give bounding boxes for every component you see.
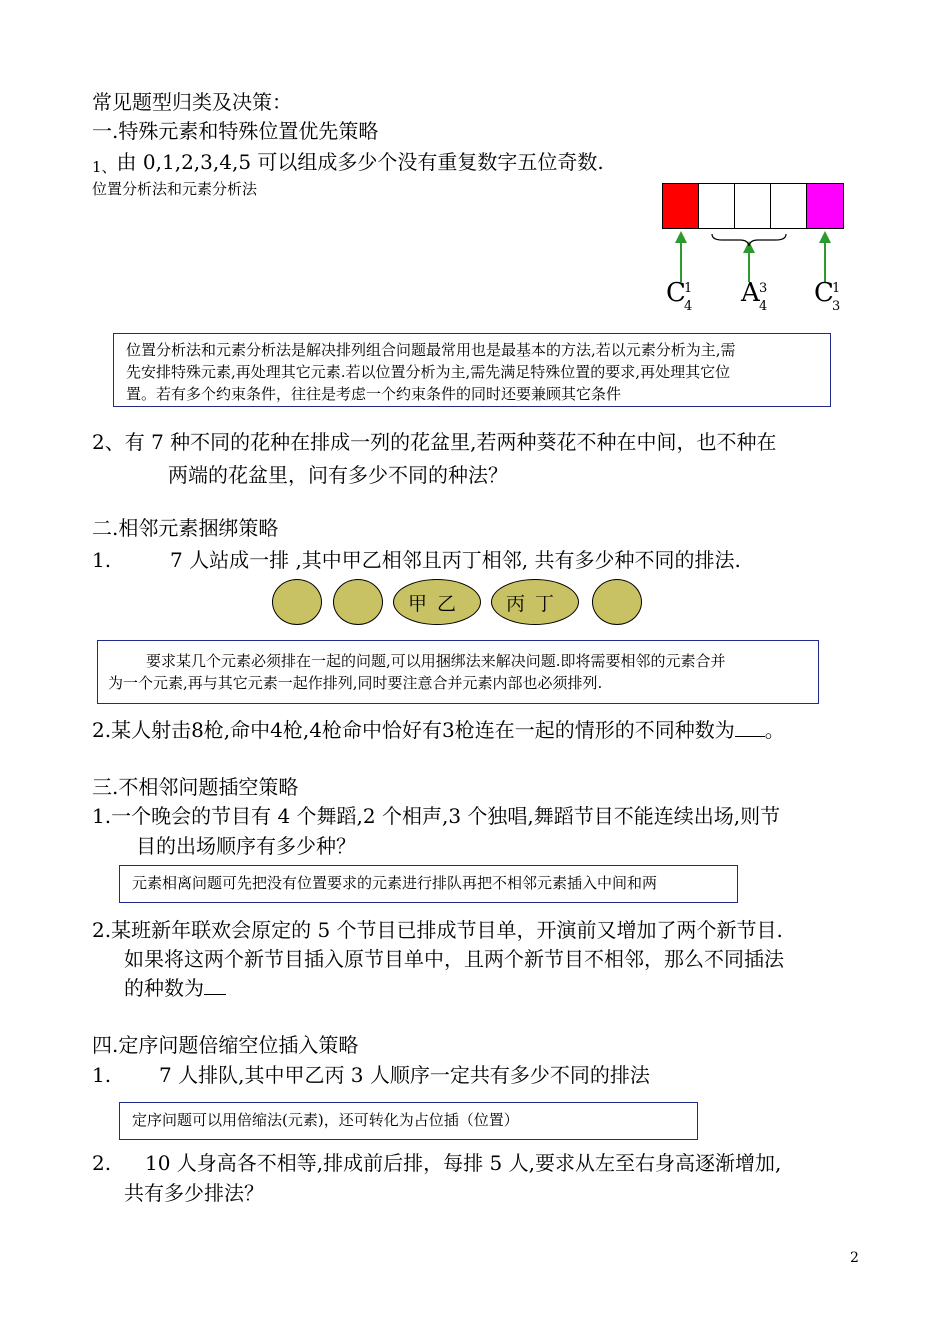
s4-q2-line-1: 10 人身高各不相等,排成前后排，每排 5 人,要求从左至右身高逐渐增加,	[145, 1151, 782, 1175]
s4-q2-line-2: 共有多少排法？	[124, 1181, 264, 1205]
s1-box-line-2: 先安排特殊元素,再处理其它元素.若以位置分析为主,需先满足特殊位置的要求,再处理其它位	[126, 363, 731, 381]
s1-question-1	[92, 148, 604, 181]
a-mid-sup: 3	[759, 281, 768, 296]
c-left-letter: C	[666, 278, 686, 308]
s4-tip-box	[119, 1102, 698, 1140]
s2-box-line-1: 要求某几个元素必须排在一起的问题,可以用捆绑法来解决问题.即将需要相邻的元素合并	[146, 652, 726, 670]
c-right-sup: 1	[832, 281, 841, 296]
s1-q2-line-1: 2、有 7 种不同的花种在排成一列的花盆里,若两种葵花不种在中间，也不种在	[92, 430, 777, 454]
arrow-middle-icon	[743, 241, 755, 282]
s1-box-line-1: 位置分析法和元素分析法是解决排列组合问题最常用也是最基本的方法,若以元素分析为主,需	[126, 341, 736, 359]
cell-4	[770, 183, 808, 229]
s1-q1-note: 位置分析法和元素分析法	[92, 180, 258, 198]
s3-q2-blank	[204, 974, 226, 995]
diagram-arrows-svg	[660, 228, 850, 284]
s4-q2-number: 2.	[92, 1151, 112, 1175]
c-right-sub: 3	[832, 299, 841, 314]
oval-person-2	[333, 579, 383, 625]
cell-3	[734, 183, 772, 229]
a-mid-sub: 4	[759, 299, 768, 314]
s3-q1-line-2: 目的出场顺序有多少种？	[136, 834, 356, 858]
s3-q2-line-3: 的种数为	[124, 976, 204, 1000]
s3-question-2-tail	[124, 974, 226, 1002]
section-1-title: 一.特殊元素和特殊位置优先策略	[92, 119, 379, 143]
s3-box-text: 元素相离问题可先把没有位置要求的元素进行排队再把不相邻元素插入中间和两	[132, 874, 658, 892]
s1-q1-number: 1、	[92, 158, 117, 176]
page-number: 2	[850, 1250, 859, 1266]
section-3-title: 三.不相邻问题插空策略	[92, 775, 299, 799]
s2-question-2	[92, 716, 785, 744]
section-4-title: 四.定序问题倍缩空位插入策略	[92, 1033, 359, 1057]
s1-q1-text: 由 0,1,2,3,4,5 可以组成多少个没有重复数字五位奇数.	[116, 150, 604, 174]
c-left-sup: 1	[684, 281, 693, 296]
cell-2	[698, 183, 736, 229]
s2-tip-box	[97, 640, 819, 704]
c-left-sub: 4	[684, 299, 693, 314]
s2-q1-number: 1.	[92, 548, 112, 572]
page-heading: 常见题型归类及决策：	[92, 90, 292, 114]
brace-icon	[712, 234, 786, 246]
s1-box-line-3: 置。若有多个约束条件，往往是考虑一个约束条件的同时还要兼顾其它条件	[126, 385, 622, 403]
s1-q2-line-2: 两端的花盆里，问有多少不同的种法？	[168, 463, 508, 487]
c-right-letter: C	[814, 278, 834, 308]
s3-q2-line-2: 如果将这两个新节目插入原节目单中，且两个新节目不相邻，那么不同插法	[124, 947, 784, 971]
s4-box-text: 定序问题可以用倍缩法(元素)，还可转化为占位插（位置）	[132, 1111, 519, 1129]
s3-tip-box	[119, 865, 738, 903]
cell-last-magenta	[806, 183, 844, 229]
s1-tip-box	[113, 333, 831, 407]
cell-first-red	[662, 183, 700, 229]
s2-q1-text: 7 人站成一排 ,其中甲乙相邻且丙丁相邻, 共有多少种不同的排法.	[170, 548, 741, 572]
s3-q2-line-1: 2.某班新年联欢会原定的 5 个节目已排成节目单，开演前又增加了两个新节目.	[92, 918, 783, 942]
a-mid-letter: A	[741, 278, 760, 308]
oval-person-1	[272, 579, 322, 625]
section-2-title: 二.相邻元素捆绑策略	[92, 516, 279, 540]
s4-q1-number: 1.	[92, 1063, 112, 1087]
s3-q1-line-1: 1.一个晚会的节目有 4 个舞蹈,2 个相声,3 个独唱,舞蹈节目不能连续出场,则节	[92, 804, 781, 828]
s2-box-line-2: 为一个元素,再与其它元素一起作排列,同时要注意合并元素内部也必须排列.	[108, 674, 603, 692]
s4-q1-text: 7 人排队,其中甲乙丙 3 人顺序一定共有多少不同的排法	[159, 1063, 650, 1087]
oval-person-7	[592, 579, 642, 625]
oval-jia-yi: 甲乙	[393, 579, 481, 625]
s2-q2-text: 2.某人射击8枪,命中4枪,4枪命中恰好有3枪连在一起的情形的不同种数为	[92, 718, 735, 742]
s2-q2-end: 。	[764, 718, 785, 742]
oval-bing-ding: 丙丁	[491, 579, 579, 625]
arrow-right-icon	[819, 231, 831, 282]
arrow-left-icon	[675, 231, 687, 282]
s2-q2-blank	[735, 716, 765, 737]
